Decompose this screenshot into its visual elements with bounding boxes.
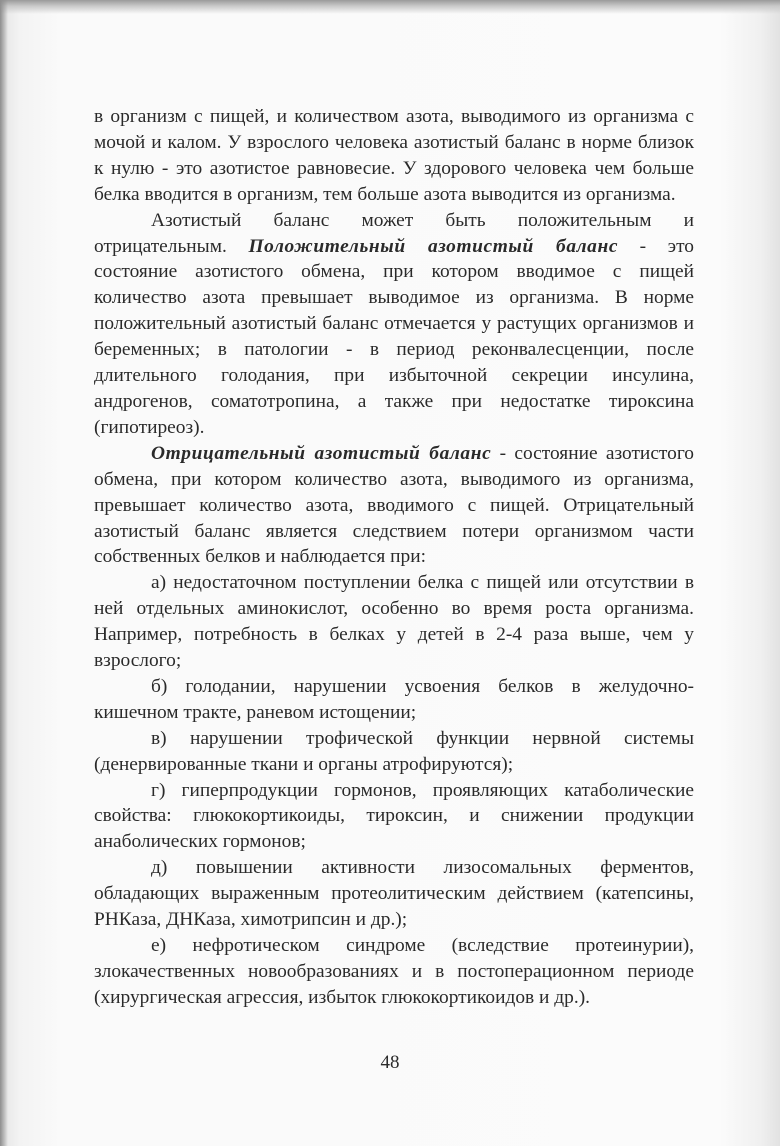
scan-top-edge	[0, 0, 780, 14]
paragraph-text: - это состояние азотистого обмена, при котором вводимое с пищей количество азота превышает выводимое из организма. В норме положительный азотистый баланс отмечается у растущих организмов и беременных; в патологии - в период реконвалесценции, после длительного голодания, при избыточной секреции инсулина, андрогенов, соматотропина, а также при недостатке тироксина (гипотиреоз).	[94, 235, 694, 438]
paragraph-text: Азотистый баланс может быть положительным и отрицательным.	[94, 209, 694, 257]
term-negative-balance: Отрицательный азотистый баланс	[151, 442, 492, 464]
list-item-e: д) повышении активности лизосомальных ферментов, обладающих выраженным протеолитическим действием (катепсины, РНКаза, ДНКаза, химотрипсин и др.);	[94, 857, 694, 931]
paragraph-text: - состояние азотистого обмена, при котором количество азота, выводимого из организма, превышает количество азота, вводимого с пищей. Отрицательный азотистый баланс является следствием потери организмом части собственных белков и наблюдается при:	[94, 442, 694, 568]
paragraph-positive-balance	[94, 208, 694, 441]
scan-left-edge	[0, 0, 8, 1146]
list-item-a: а) недостаточном поступлении белка с пищей или отсутствии в ней отдельных аминокислот, особенно во время роста организма. Например, потребность в белках у детей в 2-4 раза выше, чем у взрослого;	[94, 572, 694, 672]
paragraph-negative-balance	[94, 441, 694, 571]
list-item-b: б) голодании, нарушении усвоения белков в желудочно-кишечном тракте, раневом истощении;	[94, 675, 694, 723]
list-item-c: в) нарушении трофической функции нервной системы (денервированные ткани и органы атрофируются);	[94, 727, 694, 775]
list-item-f: е) нефротическом синдроме (вследствие протеинурии), злокачественных новообразованиях и в постоперационном периоде (хирургическая агрессия, избыток глюкокортикоидов и др.).	[94, 935, 694, 1008]
body-text	[94, 104, 694, 1011]
page-number: 48	[380, 1052, 400, 1073]
paragraph-continuation: в организм с пищей, и количеством азота, выводимого из организма с мочой и калом. У взрослого человека азотистый баланс в норме близок к нулю - это азотистое равновесие. У здорового человека чем больше белка вводится в организм, тем больше азота выводится из организма.	[94, 106, 694, 205]
term-positive-balance: Положительный азотистый баланс	[248, 235, 619, 257]
list-item-d: г) гиперпродукции гормонов, проявляющих катаболические свойства: глюкокортикоиды, тироксин, и снижении продукции анаболических гормонов;	[94, 779, 694, 853]
